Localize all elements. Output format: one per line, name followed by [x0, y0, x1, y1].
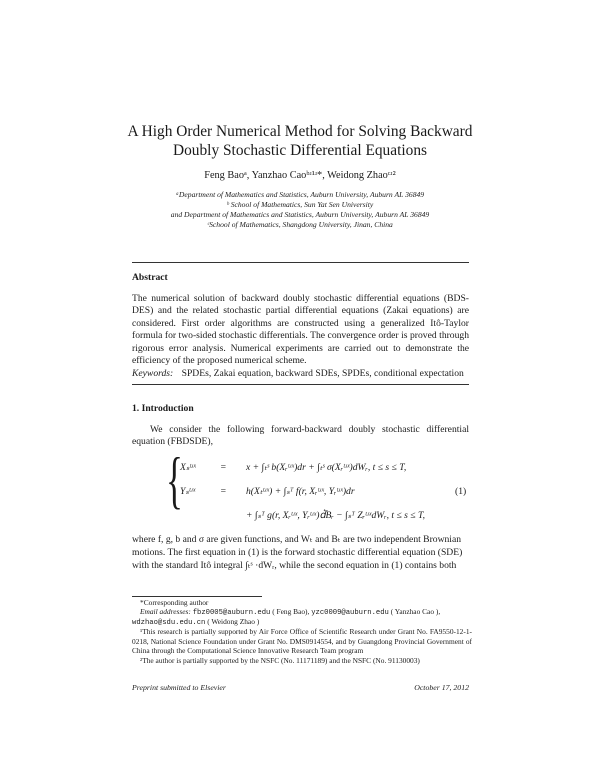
affiliation-b-cont: and Department of Mathematics and Statistics, Auburn University, Auburn AL 36849	[170, 210, 430, 219]
abstract-bottom-rule	[132, 384, 469, 385]
eq-line2-eqsign: =	[220, 486, 227, 497]
email-link-2[interactable]: yzc0009@auburn.edu	[311, 609, 389, 617]
author-list: Feng Baoᵃ, Yanzhao Caoᵇʴ¹ʴ*, Weidong Zhaoᶜʴ²	[204, 170, 396, 181]
footer-date: October 17, 2012	[414, 683, 469, 692]
post-equation-line-3: with the standard Itô integral ∫ₜˢ ·dWᵣ, while the second equation in (1) contains both	[132, 560, 457, 571]
keywords-line	[132, 368, 464, 379]
title-line-2: Doubly Stochastic Differential Equations	[172, 142, 428, 159]
keywords-label: Keywords:	[132, 368, 174, 379]
affiliation-a: ᵃDepartment of Mathematics and Statistics, Auburn University, Auburn AL 36849	[175, 190, 425, 199]
email-owner-3: ( Weidong Zhao )	[207, 617, 260, 626]
abstract-text: The numerical solution of backward doubly stochastic differential equations (BDS-DES) and the related stochastic partial differential equations (Zakai equations) are considered. First order algorithms are constructed using a generalized Itô-Taylor formula for two-sided stochastic differentials. The convergence order is proved through rigorous error analysis. Numerical experiments are carried out to demonstrate the efficiency of the proposed numerical scheme.	[132, 293, 469, 367]
email-link-3[interactable]: wdzhao@sdu.edu.cn	[132, 619, 206, 627]
section-heading: 1. Introduction	[132, 403, 194, 414]
abstract-heading: Abstract	[132, 272, 168, 283]
email-owner-2: ( Yanzhao Cao ),	[390, 607, 441, 616]
eq-line1-lhs: Xₛᵗʴˣ	[180, 462, 196, 473]
eq-line1-rhs: x + ∫ₜˢ b(Xᵣᵗʴˣ)dr + ∫ₜˢ σ(Xᵣᵗʴˣ)dWᵣ, t ≤ s ≤ T,	[246, 462, 407, 473]
footnote-1: ¹This research is partially supported by Air Force Office of Scientific Research under Grant No. FA9550-12-1-0218, National Science Foundation under Grant No. DMS0914554, and by Guangdong Provincial Government of China through the Computational Science Innovative Research Team program	[132, 627, 472, 656]
eq-line2-lhs: Yₛᵗʴˣ	[180, 486, 196, 497]
footer-preprint: Preprint submitted to Elsevier	[132, 683, 226, 692]
post-equation-line-2: motions. The first equation in (1) is the forward stochastic differential equation (SDE)	[132, 547, 463, 558]
email-label: Email addresses:	[140, 607, 191, 616]
equation-brace: {	[166, 444, 183, 515]
footnote-corresponding: *Corresponding author	[140, 598, 209, 607]
affiliation-c: ᶜSchool of Mathematics, Shangdong University, Jinan, China	[207, 220, 393, 229]
equation-number: (1)	[455, 486, 467, 497]
abstract-top-rule	[132, 262, 469, 263]
eq-line3-rhs: + ∫ₛᵀ g(r, Xᵣᵗʴˣ, Yᵣᵗʴˣ)d⃖Bᵣ − ∫ₛᵀ ZᵣᵗʴˣdWᵣ, t ≤ s ≤ T,	[246, 510, 425, 521]
intro-paragraph: We consider the following forward-backward doubly stochastic differential equation (FBDSDE),	[132, 424, 469, 448]
post-equation-line-1: where f, g, b and σ are given functions, and Wₜ and Bₜ are two independent Brownian	[132, 534, 462, 545]
eq-line1-eqsign: =	[220, 462, 227, 473]
footnote-2: ²The author is partially supported by the NSFC (No. 11171189) and the NSFC (No. 91130003)	[140, 656, 420, 665]
paper-title	[0, 122, 600, 160]
email-owner-1: ( Feng Bao),	[272, 607, 310, 616]
affiliation-b: ᵇ School of Mathematics, Sun Yat Sen University	[226, 200, 374, 209]
title-line-1: A High Order Numerical Method for Solving Backward	[127, 123, 473, 140]
footnote-rule	[132, 596, 262, 597]
email-link-1[interactable]: fbz0005@auburn.edu	[192, 609, 271, 617]
eq-line2-rhs: h(Xₜᵗʴˣ) + ∫ₛᵀ f(r, Xᵣᵗʴˣ, Yᵣᵗʴˣ)dr	[246, 486, 355, 497]
keywords-text: SPDEs, Zakai equation, backward SDEs, SPDEs, conditional expectation	[181, 368, 464, 379]
